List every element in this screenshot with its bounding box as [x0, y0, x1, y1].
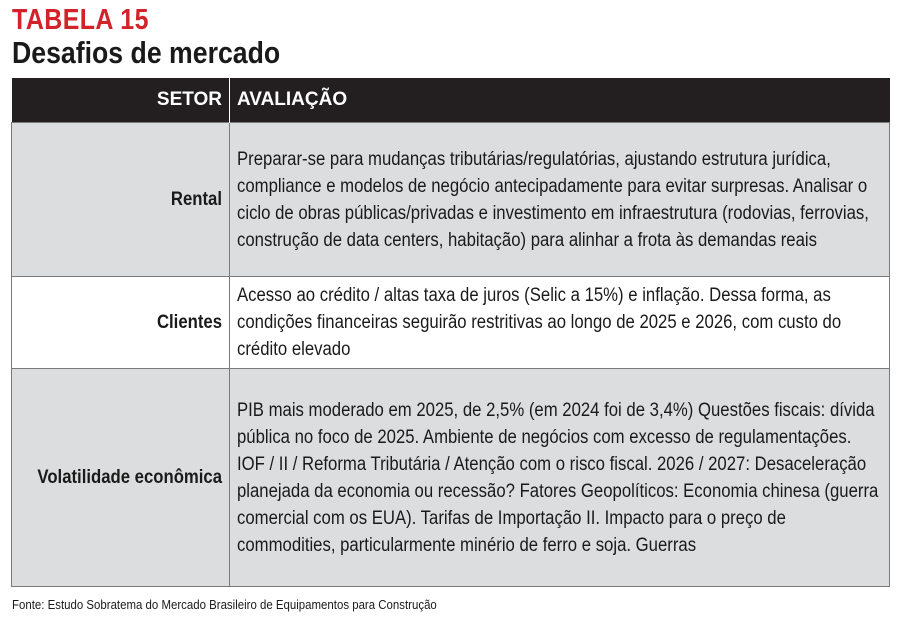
table-title: Desafios de mercado — [12, 35, 281, 70]
evaluation-text: PIB mais moderado em 2025, de 2,5% (em 2024 foi de 3,4%) Questões fiscais: dívida pública no foco de 2025. Ambiente de negócios com excesso de regulamentações. IOF / II / Reforma Tributária / Atenção com o risco fiscal. 2026 / 2027: Desaceleração planejada da economia ou recessão? Fatores Geopolíticos: Economia chinesa (guerra comercial com os EUA). Tarifas de Importação II. Impacto para o preço de commodities, particularmente minério de ferro e soja. Guerras — [237, 399, 879, 556]
source-note: Fonte: Estudo Sobratema do Mercado Brasileiro de Equipamentos para Construção — [12, 597, 437, 612]
evaluation-cell — [230, 369, 890, 587]
sector-cell — [12, 369, 230, 587]
header-row — [12, 78, 890, 123]
column-header-sector: SETOR — [12, 78, 230, 123]
evaluation-cell — [230, 123, 890, 277]
table-row — [12, 369, 890, 587]
table-row — [12, 123, 890, 277]
sector-cell — [12, 277, 230, 369]
evaluation-cell — [230, 277, 890, 369]
evaluation-text: Acesso ao crédito / altas taxa de juros (Selic a 15%) e inflação. Dessa forma, as condições financeiras seguirão restritivas ao longo de 2025 e 2026, com custo do crédito elevado — [237, 285, 842, 360]
sector-label: Rental — [170, 189, 222, 210]
sector-label: Clientes — [156, 312, 222, 333]
column-header-evaluation: AVALIAÇÃO — [230, 78, 890, 123]
sector-label: Volatilidade econômica — [37, 467, 223, 488]
table-row — [12, 277, 890, 369]
evaluation-text: Preparar-se para mudanças tributárias/regulatórias, ajustando estrutura jurídica, compliance e modelos de negócio antecipadamente para evitar surpresas. Analisar o ciclo de obras públicas/privadas e investimento em infraestrutura (rodovias, ferrovias, construção de data centers, habitação) para alinhar a frota às demandas reais — [237, 148, 869, 251]
table-label: TABELA 15 — [12, 4, 149, 36]
market-challenges-table — [11, 78, 890, 587]
sector-cell — [12, 123, 230, 277]
